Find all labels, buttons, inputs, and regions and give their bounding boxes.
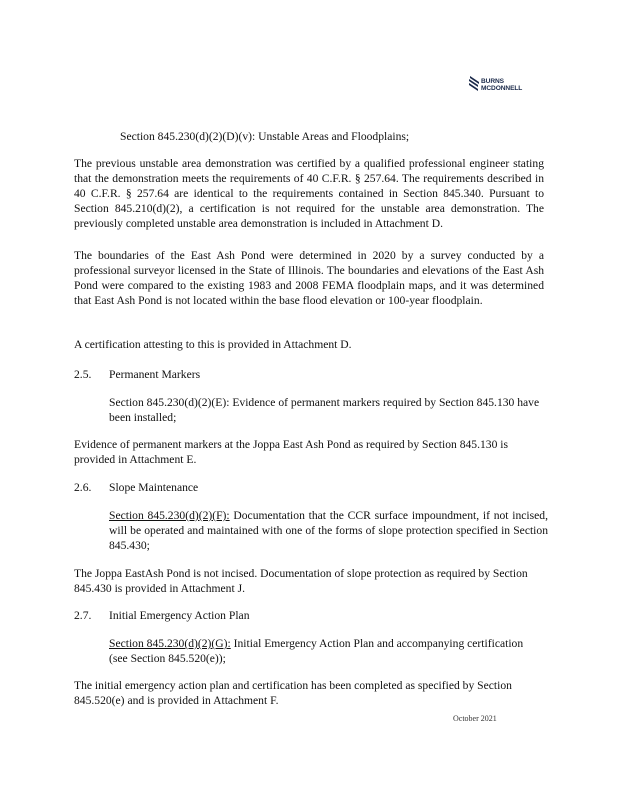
logo-mark-icon: [468, 76, 480, 91]
section-title-slope-maintenance: Slope Maintenance: [109, 481, 199, 494]
response-emergency-action-plan: The initial emergency action plan and certification has been completed as specified by Section 845.520(e) and is provided in Attachment F.: [74, 679, 512, 707]
section-number-2-6: 2.6.: [74, 481, 92, 494]
section-title-emergency-action-plan: Initial Emergency Action Plan: [109, 609, 250, 622]
burns-mcdonnell-logo: [468, 76, 538, 96]
requirement-permanent-markers: Section 845.230(d)(2)(E): Evidence of permanent markers required by Section 845.130 have been installed;: [109, 396, 540, 424]
paragraph-certification: A certification attesting to this is provided in Attachment D.: [74, 338, 352, 351]
section-title-permanent-markers: Permanent Markers: [109, 368, 201, 381]
section-number-2-7: 2.7.: [74, 609, 92, 622]
response-permanent-markers: Evidence of permanent markers at the Joppa East Ash Pond as required by Section 845.130 is provided in Attachment E.: [74, 438, 509, 466]
footer-date: October 2021: [453, 714, 497, 723]
paragraph-unstable-areas: The previous unstable area demonstration was certified by a qualified professional engineer stating that the demonstration meets the requirements of 40 C.F.R. § 257.64. The requirements described in 40 C.F.R. § 257.64 are identical to the requirements contained in Section 845.340. Pursuant to Section 845.210(d)(2), a certification is not required for the unstable area demonstration. The previously completed unstable area demonstration is included in Attachment D.: [74, 157, 544, 230]
paragraph-floodplain: The boundaries of the East Ash Pond were determined in 2020 by a survey conducted by a professional surveyor licensed in the State of Illinois. The boundaries and elevations of the East Ash Pond were compared to the existing 1983 and 2008 FEMA floodplain maps, and it was determined that East Ash Pond is not located within the base flood elevation or 100-year floodplain.: [74, 249, 544, 307]
logo-line-1: BURNS: [481, 78, 504, 85]
requirement-emergency-action-plan: [109, 636, 539, 666]
requirement-reference-eap: Section 845.230(d)(2)(G):: [109, 637, 231, 650]
logo-line-2: MCDONNELL: [481, 85, 523, 92]
requirement-text-eap: Initial Emergency Action Plan and accompanying certification (see Section 845.520(e));: [109, 637, 524, 665]
section-heading: Section 845.230(d)(2)(D)(v): Unstable Areas and Floodplains;: [120, 130, 410, 143]
section-number-2-5: 2.5.: [74, 368, 92, 381]
requirement-slope-maintenance: [109, 508, 548, 553]
response-slope-maintenance: The Joppa EastAsh Pond is not incised. Documentation of slope protection as required by Section 845.430 is provided in Attachment J.: [74, 567, 528, 595]
requirement-text-slope: Documentation that the CCR surface impoundment, if not incised, will be operated and maintained with one of the forms of slope protection specified in Section 845.430;: [109, 509, 548, 552]
requirement-reference-slope: Section 845.230(d)(2)(F):: [109, 509, 230, 522]
